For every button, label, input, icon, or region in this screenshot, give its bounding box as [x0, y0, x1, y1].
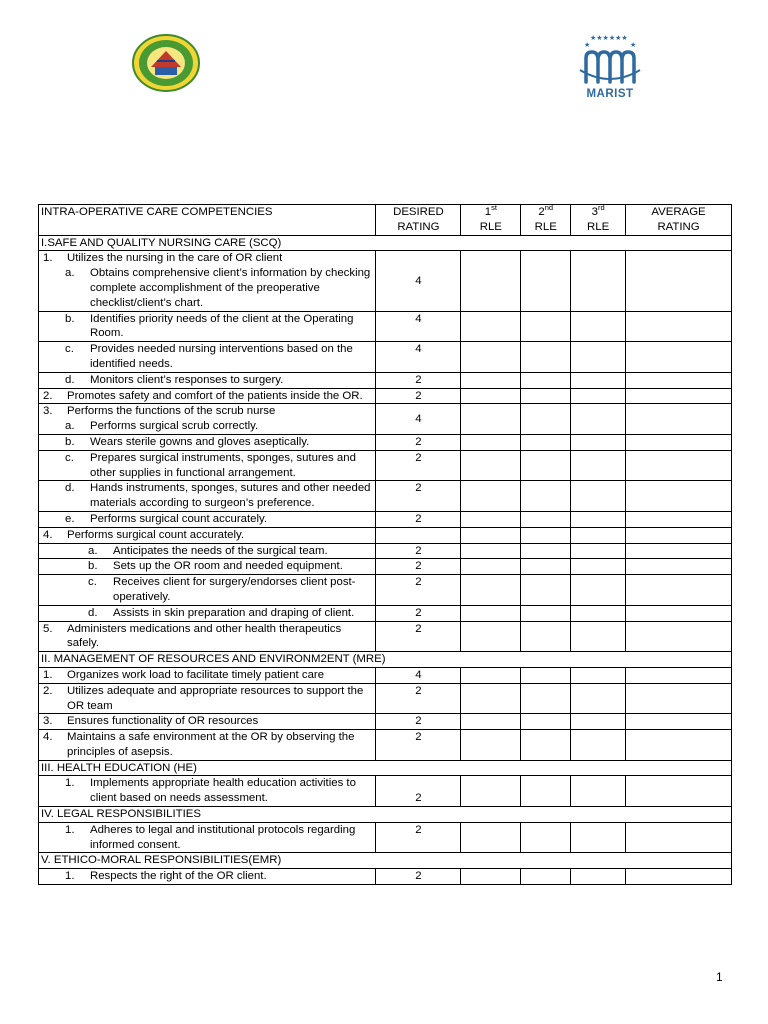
- item-text: Assists in skin preparation and draping of client.: [113, 606, 355, 619]
- average-rating-cell[interactable]: [626, 575, 732, 606]
- section-row: [39, 235, 732, 251]
- marist-logo: [572, 30, 648, 106]
- competency-cell: [39, 342, 376, 373]
- rle-3-cell[interactable]: [571, 543, 626, 559]
- average-rating-cell[interactable]: [626, 776, 732, 807]
- competency-item: [41, 559, 373, 574]
- competency-cell: [39, 311, 376, 342]
- table-row: [39, 311, 732, 342]
- rle-1-cell[interactable]: [461, 776, 521, 807]
- desired-rating-cell: 2: [376, 822, 461, 853]
- rle-2-cell[interactable]: [521, 450, 571, 481]
- table-row: [39, 730, 732, 761]
- average-rating-cell[interactable]: [626, 481, 732, 512]
- table-row: [39, 714, 732, 730]
- rle-2-cell[interactable]: [521, 311, 571, 342]
- average-rating-cell[interactable]: [626, 683, 732, 714]
- competency-cell: [39, 730, 376, 761]
- rle-1-cell[interactable]: [461, 822, 521, 853]
- item-text: Performs surgical scrub correctly.: [90, 420, 259, 433]
- item-text: Performs surgical count accurately.: [67, 528, 245, 541]
- item-number: d.: [65, 482, 75, 495]
- item-text: Receives client for surgery/endorses client post-operatively.: [113, 576, 356, 603]
- item-number: 1.: [65, 777, 75, 790]
- rle-3-cell[interactable]: [571, 683, 626, 714]
- table-row: [39, 434, 732, 450]
- item-number: 1.: [65, 870, 75, 883]
- item-number: d.: [88, 606, 98, 619]
- marist-emblem-icon: [572, 30, 648, 88]
- competency-table: [38, 204, 732, 885]
- rle-3-cell[interactable]: [571, 527, 626, 543]
- competency-item: [41, 251, 373, 266]
- item-number: 1.: [65, 823, 75, 836]
- competency-item: [41, 312, 373, 342]
- rle-1-cell[interactable]: [461, 372, 521, 388]
- page-number: 1: [716, 970, 723, 984]
- desired-rating-cell: 2: [376, 869, 461, 885]
- item-number: 2.: [43, 389, 53, 402]
- col-header-competencies: INTRA-OPERATIVE CARE COMPETENCIES: [39, 205, 376, 236]
- item-text: Performs the functions of the scrub nurse: [67, 405, 276, 418]
- desired-rating-cell: 2: [376, 434, 461, 450]
- competency-item: [41, 668, 373, 683]
- item-text: Promotes safety and comfort of the patients inside the OR.: [67, 389, 363, 402]
- rle-2-cell[interactable]: [521, 481, 571, 512]
- competency-item: [41, 373, 373, 388]
- marist-logo-text: MARIST: [586, 88, 634, 100]
- item-text: Administers medications and other health therapeutics safely.: [67, 622, 342, 650]
- competency-item: [41, 622, 373, 652]
- table-row: [39, 481, 732, 512]
- item-number: c.: [65, 343, 74, 356]
- rle-1-cell[interactable]: [461, 605, 521, 621]
- rle-1-cell[interactable]: [461, 730, 521, 761]
- rle-3-cell[interactable]: [571, 372, 626, 388]
- section-row: [39, 760, 732, 776]
- competency-item: [41, 451, 373, 481]
- competency-cell: [39, 450, 376, 481]
- item-number: b.: [65, 312, 75, 325]
- average-rating-cell[interactable]: [626, 869, 732, 885]
- average-rating-cell[interactable]: [626, 251, 732, 311]
- rle-2-cell[interactable]: [521, 511, 571, 527]
- rle-1-cell[interactable]: [461, 404, 521, 435]
- item-number: d.: [65, 373, 75, 386]
- competency-item: [41, 389, 373, 404]
- rle-1-cell[interactable]: [461, 667, 521, 683]
- average-rating-cell[interactable]: [626, 434, 732, 450]
- desired-rating-cell: 2: [376, 450, 461, 481]
- rle-1-cell[interactable]: [461, 450, 521, 481]
- rle-2-cell[interactable]: [521, 683, 571, 714]
- rle-3-cell[interactable]: [571, 511, 626, 527]
- competency-item: [41, 869, 373, 884]
- competency-item: [41, 528, 373, 543]
- rle-3-cell[interactable]: [571, 605, 626, 621]
- item-text: Performs surgical count accurately.: [90, 512, 268, 525]
- rle-2-cell[interactable]: [521, 342, 571, 373]
- item-text: Prepares surgical instruments, sponges, sutures and other supplies in functional arrangement.: [90, 451, 356, 479]
- competency-cell: [39, 434, 376, 450]
- competency-item: [41, 342, 373, 372]
- competency-item: [41, 404, 373, 419]
- table-row: [39, 822, 732, 853]
- item-number: 2.: [43, 684, 53, 697]
- competency-cell: [39, 543, 376, 559]
- table-row: [39, 683, 732, 714]
- rle-2-cell[interactable]: [521, 388, 571, 404]
- col-header-desired-rating: DESIRED RATING: [376, 205, 461, 236]
- rle-2-cell[interactable]: [521, 575, 571, 606]
- desired-rating-cell: 2: [376, 605, 461, 621]
- desired-rating-cell: 2: [376, 776, 461, 807]
- table-row: [39, 511, 732, 527]
- item-number: 1.: [43, 252, 53, 265]
- table-row: [39, 543, 732, 559]
- rle-2-cell[interactable]: [521, 404, 571, 435]
- table-row: [39, 869, 732, 885]
- col-header-rle-1: 1st RLE: [461, 205, 521, 236]
- rle-3-cell[interactable]: [571, 342, 626, 373]
- item-text: Organizes work load to facilitate timely patient care: [67, 668, 325, 681]
- average-rating-cell[interactable]: [626, 822, 732, 853]
- competency-cell: [39, 683, 376, 714]
- rle-3-cell[interactable]: [571, 667, 626, 683]
- competency-cell: [39, 667, 376, 683]
- section-row: [39, 807, 732, 823]
- table-row: [39, 621, 732, 652]
- competency-item: [41, 435, 373, 450]
- competency-cell: [39, 714, 376, 730]
- competency-item: [41, 266, 373, 310]
- average-rating-cell[interactable]: [626, 342, 732, 373]
- rle-1-cell[interactable]: [461, 342, 521, 373]
- col-header-average-rating: AVERAGE RATING: [626, 205, 732, 236]
- competency-item: [41, 512, 373, 527]
- item-number: 4.: [43, 731, 53, 744]
- desired-rating-cell: 2: [376, 388, 461, 404]
- section-row: [39, 652, 732, 668]
- table-row: [39, 388, 732, 404]
- competency-item: [41, 481, 373, 511]
- average-rating-cell[interactable]: [626, 730, 732, 761]
- competency-cell: [39, 372, 376, 388]
- rle-3-cell[interactable]: [571, 776, 626, 807]
- rle-1-cell[interactable]: [461, 869, 521, 885]
- competency-cell: [39, 575, 376, 606]
- desired-rating-cell: 2: [376, 730, 461, 761]
- rle-1-cell[interactable]: [461, 481, 521, 512]
- competency-item: [41, 823, 373, 853]
- average-rating-cell[interactable]: [626, 605, 732, 621]
- rle-1-cell[interactable]: [461, 311, 521, 342]
- rle-1-cell[interactable]: [461, 575, 521, 606]
- item-text: Adheres to legal and institutional protocols regarding informed consent.: [90, 823, 356, 851]
- competency-item: [41, 544, 373, 559]
- competency-item: [41, 606, 373, 621]
- item-number: c.: [65, 451, 74, 464]
- rle-1-cell[interactable]: [461, 251, 521, 311]
- item-number: a.: [65, 267, 75, 280]
- item-text: Provides needed nursing interventions based on the identified needs.: [90, 343, 353, 370]
- desired-rating-cell: 4: [376, 251, 461, 311]
- item-text: Hands instruments, sponges, sutures and other needed materials according to surgeon’s preference.: [90, 482, 371, 510]
- section-row: [39, 853, 732, 869]
- rle-3-cell[interactable]: [571, 714, 626, 730]
- competency-cell: [39, 388, 376, 404]
- table-row: [39, 450, 732, 481]
- desired-rating-cell: 2: [376, 511, 461, 527]
- item-number: b.: [65, 435, 75, 448]
- item-text: Implements appropriate health education activities to client based on needs assessment.: [90, 777, 356, 805]
- rle-2-cell[interactable]: [521, 434, 571, 450]
- rle-1-cell[interactable]: [461, 511, 521, 527]
- competency-cell: [39, 527, 376, 543]
- desired-rating-cell: 2: [376, 621, 461, 652]
- item-number: 4.: [43, 528, 53, 541]
- competency-item: [41, 419, 373, 434]
- desired-rating-cell: 4: [376, 667, 461, 683]
- rle-2-cell[interactable]: [521, 605, 571, 621]
- section-title: III. HEALTH EDUCATION (HE): [39, 760, 732, 776]
- rle-3-cell[interactable]: [571, 621, 626, 652]
- rle-3-cell[interactable]: [571, 311, 626, 342]
- item-number: a.: [88, 544, 98, 557]
- item-text: Sets up the OR room and needed equipment.: [113, 560, 343, 573]
- average-rating-cell[interactable]: [626, 667, 732, 683]
- rle-1-cell[interactable]: [461, 621, 521, 652]
- item-text: Maintains a safe environment at the OR by observing the principles of asepsis.: [67, 731, 355, 758]
- desired-rating-cell: 2: [376, 543, 461, 559]
- rle-3-cell[interactable]: [571, 559, 626, 575]
- school-seal-logo: [131, 33, 201, 93]
- svg-text:★★★★★★: ★★★★★★: [590, 34, 628, 42]
- rle-3-cell[interactable]: [571, 869, 626, 885]
- competency-cell: [39, 481, 376, 512]
- rle-2-cell[interactable]: [521, 621, 571, 652]
- average-rating-cell[interactable]: [626, 311, 732, 342]
- competency-cell: [39, 404, 376, 435]
- svg-text:★: ★: [584, 41, 591, 49]
- item-text: Obtains comprehensive client’s information by checking complete accomplishment of the preoperative checklist/client’s chart.: [90, 267, 371, 309]
- table-row: [39, 667, 732, 683]
- competency-cell: [39, 621, 376, 652]
- item-number: b.: [88, 560, 98, 573]
- item-text: Anticipates the needs of the surgical team.: [113, 544, 328, 557]
- desired-rating-cell: 2: [376, 683, 461, 714]
- item-text: Wears sterile gowns and gloves aseptically.: [90, 435, 310, 448]
- rle-3-cell[interactable]: [571, 450, 626, 481]
- item-text: Ensures functionality of OR resources: [67, 715, 259, 728]
- item-number: a.: [65, 420, 75, 433]
- item-text: Respects the right of the OR client.: [90, 870, 267, 883]
- section-title: V. ETHICO-MORAL RESPONSIBILITIES(EMR): [39, 853, 732, 869]
- rle-2-cell[interactable]: [521, 776, 571, 807]
- desired-rating-cell: 2: [376, 372, 461, 388]
- item-number: 3.: [43, 715, 53, 728]
- competency-item: [41, 575, 373, 605]
- table-header-row: [39, 205, 732, 236]
- competency-item: [41, 730, 373, 760]
- desired-rating-cell: 4: [376, 404, 461, 435]
- competency-cell: [39, 559, 376, 575]
- table-row: [39, 559, 732, 575]
- rle-1-cell[interactable]: [461, 714, 521, 730]
- rle-2-cell[interactable]: [521, 251, 571, 311]
- item-text: Utilizes adequate and appropriate resources to support the OR team: [67, 684, 364, 712]
- table-row: [39, 776, 732, 807]
- desired-rating-cell: [376, 527, 461, 543]
- average-rating-cell[interactable]: [626, 388, 732, 404]
- item-number: e.: [65, 512, 75, 525]
- item-text: Monitors client’s responses to surgery.: [90, 373, 284, 386]
- item-number: 1.: [43, 668, 53, 681]
- table-row: [39, 404, 732, 435]
- table-row: [39, 527, 732, 543]
- desired-rating-cell: 2: [376, 559, 461, 575]
- average-rating-cell[interactable]: [626, 372, 732, 388]
- table-row: [39, 372, 732, 388]
- rle-2-cell[interactable]: [521, 527, 571, 543]
- table-row: [39, 342, 732, 373]
- rle-2-cell[interactable]: [521, 822, 571, 853]
- rle-2-cell[interactable]: [521, 667, 571, 683]
- rle-3-cell[interactable]: [571, 388, 626, 404]
- rle-3-cell[interactable]: [571, 251, 626, 311]
- rle-3-cell[interactable]: [571, 404, 626, 435]
- desired-rating-cell: 2: [376, 481, 461, 512]
- competency-cell: [39, 251, 376, 311]
- rle-2-cell[interactable]: [521, 869, 571, 885]
- table-row: [39, 251, 732, 311]
- rle-1-cell[interactable]: [461, 683, 521, 714]
- rle-1-cell[interactable]: [461, 527, 521, 543]
- competency-cell: [39, 605, 376, 621]
- rle-2-cell[interactable]: [521, 543, 571, 559]
- rle-3-cell[interactable]: [571, 481, 626, 512]
- rle-3-cell[interactable]: [571, 575, 626, 606]
- desired-rating-cell: 2: [376, 714, 461, 730]
- desired-rating-cell: 2: [376, 575, 461, 606]
- competency-cell: [39, 822, 376, 853]
- rle-2-cell[interactable]: [521, 714, 571, 730]
- item-text: Identifies priority needs of the client at the Operating Room.: [90, 312, 354, 340]
- table-row: [39, 575, 732, 606]
- col-header-rle-3: 3rd RLE: [571, 205, 626, 236]
- rle-2-cell[interactable]: [521, 730, 571, 761]
- section-title: I.SAFE AND QUALITY NURSING CARE (SCQ): [39, 235, 732, 251]
- competency-cell: [39, 511, 376, 527]
- item-number: 5.: [43, 622, 53, 635]
- average-rating-cell[interactable]: [626, 404, 732, 435]
- desired-rating-cell: 4: [376, 342, 461, 373]
- average-rating-cell[interactable]: [626, 714, 732, 730]
- competency-cell: [39, 869, 376, 885]
- rle-1-cell[interactable]: [461, 543, 521, 559]
- section-title: II. MANAGEMENT OF RESOURCES AND ENVIRONM2ENT (MRE): [39, 652, 732, 668]
- rle-2-cell[interactable]: [521, 559, 571, 575]
- competency-item: [41, 776, 373, 806]
- average-rating-cell[interactable]: [626, 543, 732, 559]
- rle-1-cell[interactable]: [461, 434, 521, 450]
- rle-3-cell[interactable]: [571, 434, 626, 450]
- table-row: [39, 605, 732, 621]
- rle-2-cell[interactable]: [521, 372, 571, 388]
- competency-item: [41, 714, 373, 729]
- item-number: c.: [88, 576, 97, 589]
- item-number: 3.: [43, 405, 53, 418]
- average-rating-cell[interactable]: [626, 559, 732, 575]
- col-header-rle-2: 2nd RLE: [521, 205, 571, 236]
- average-rating-cell[interactable]: [626, 621, 732, 652]
- rle-3-cell[interactable]: [571, 822, 626, 853]
- average-rating-cell[interactable]: [626, 450, 732, 481]
- section-title: IV. LEGAL RESPONSIBILITIES: [39, 807, 732, 823]
- rle-1-cell[interactable]: [461, 388, 521, 404]
- competency-item: [41, 684, 373, 714]
- competency-cell: [39, 776, 376, 807]
- rle-1-cell[interactable]: [461, 559, 521, 575]
- svg-text:★: ★: [630, 41, 637, 49]
- item-text: Utilizes the nursing in the care of OR client: [67, 252, 283, 265]
- rle-3-cell[interactable]: [571, 730, 626, 761]
- desired-rating-cell: 4: [376, 311, 461, 342]
- average-rating-cell[interactable]: [626, 511, 732, 527]
- average-rating-cell[interactable]: [626, 527, 732, 543]
